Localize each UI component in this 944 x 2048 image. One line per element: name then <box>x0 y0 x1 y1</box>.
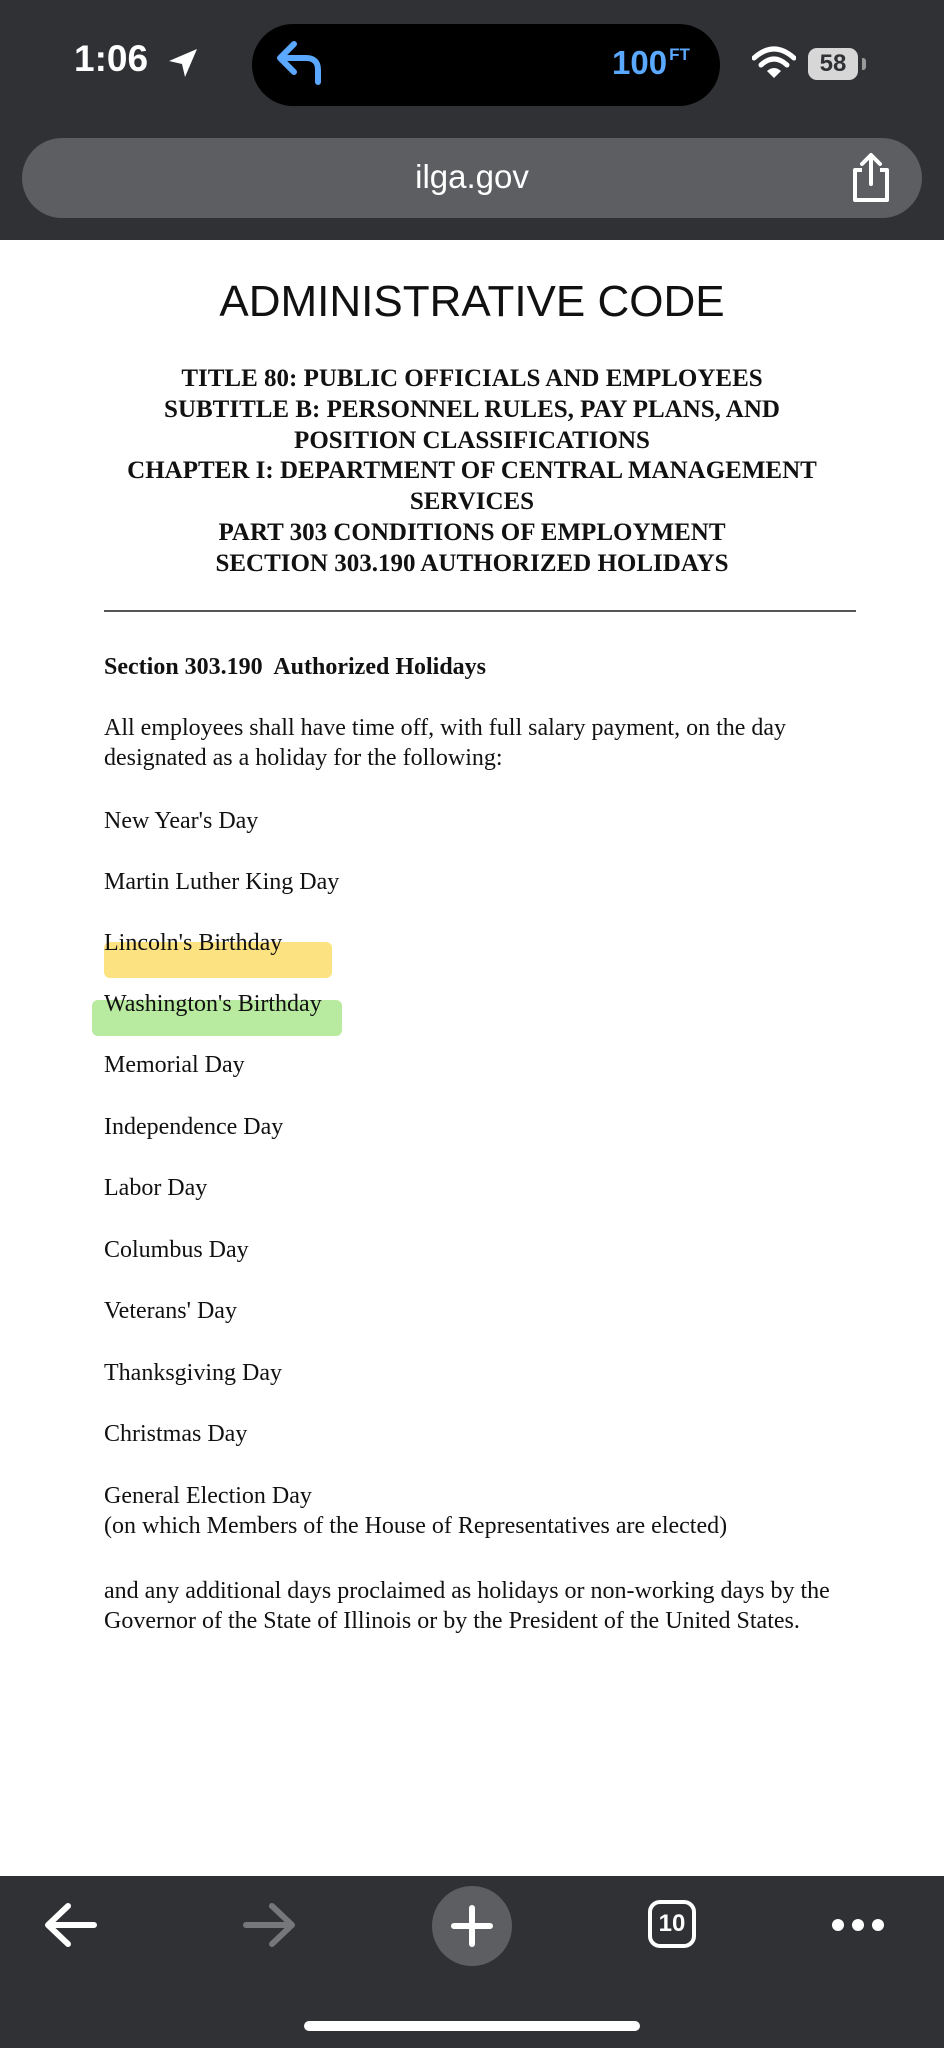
home-indicator[interactable] <box>304 2021 640 2031</box>
address-bar[interactable] <box>22 138 922 218</box>
subtitle-line: PART 303 CONDITIONS OF EMPLOYMENT <box>218 518 726 546</box>
altitude-value: 100 <box>612 44 668 81</box>
subtitle-line: TITLE 80: PUBLIC OFFICIALS AND EMPLOYEES <box>181 365 763 392</box>
horizontal-rule <box>104 610 856 612</box>
holiday-item: Veterans' Day <box>104 1298 237 1324</box>
document-title: ADMINISTRATIVE CODE <box>219 277 725 326</box>
tab-switcher-button[interactable]: 10 <box>648 1900 696 1948</box>
altitude-readout <box>612 44 690 82</box>
holiday-item: Washington's Birthday <box>104 991 322 1017</box>
share-icon[interactable] <box>846 152 896 204</box>
new-tab-button[interactable] <box>432 1886 512 1966</box>
holiday-item: Independence Day <box>104 1114 284 1140</box>
holiday-item: Christmas Day <box>104 1421 248 1447</box>
location-arrow-icon <box>166 46 200 80</box>
holiday-item: Martin Luther King Day <box>104 869 340 895</box>
altitude-unit: FT <box>669 45 690 64</box>
battery-tip <box>862 58 866 70</box>
holiday-item: Lincoln's Birthday <box>104 930 283 956</box>
intro-paragraph: All employees shall have time off, with full salary payment, on the day designated as a holiday for the following: <box>104 715 787 771</box>
battery-indicator <box>808 48 858 80</box>
holiday-item: Memorial Day <box>104 1052 245 1078</box>
battery-level: 58 <box>819 50 847 77</box>
url-text[interactable]: ilga.gov <box>415 158 529 195</box>
plus-icon <box>450 1904 494 1948</box>
holiday-item: Labor Day <box>104 1175 208 1201</box>
forward-arrow-icon[interactable] <box>242 1900 298 1950</box>
holiday-item: General Election Day <box>104 1483 312 1509</box>
section-heading: Section 303.190 Authorized Holidays <box>104 654 487 680</box>
subtitle-line: SECTION 303.190 AUTHORIZED HOLIDAYS <box>215 549 729 577</box>
closing-paragraph: and any additional days proclaimed as holidays or non-working days by the Governor of the State of Illinois or by the President of the United States. <box>104 1578 830 1634</box>
holiday-item: New Year's Day <box>104 808 259 834</box>
status-time: 1:06 <box>74 38 149 79</box>
holiday-item: Columbus Day <box>104 1237 249 1263</box>
subtitle-line: CHAPTER I: DEPARTMENT OF CENTRAL MANAGEMENT <box>127 457 817 485</box>
return-arrow-icon <box>270 38 330 88</box>
subtitle-line: SERVICES <box>409 488 535 516</box>
subtitle-line: SUBTITLE B: PERSONNEL RULES, PAY PLANS, AND <box>164 395 780 423</box>
wifi-icon <box>752 46 796 80</box>
election-note: (on which Members of the House of Representatives are elected) <box>104 1513 728 1539</box>
back-arrow-icon[interactable] <box>42 1900 98 1950</box>
subtitle-line: POSITION CLASSIFICATIONS <box>294 426 650 454</box>
pdf-document[interactable] <box>0 240 944 1876</box>
holiday-item: Thanksgiving Day <box>104 1360 282 1386</box>
more-icon[interactable] <box>830 1912 886 1938</box>
document-subtitle <box>0 364 944 580</box>
